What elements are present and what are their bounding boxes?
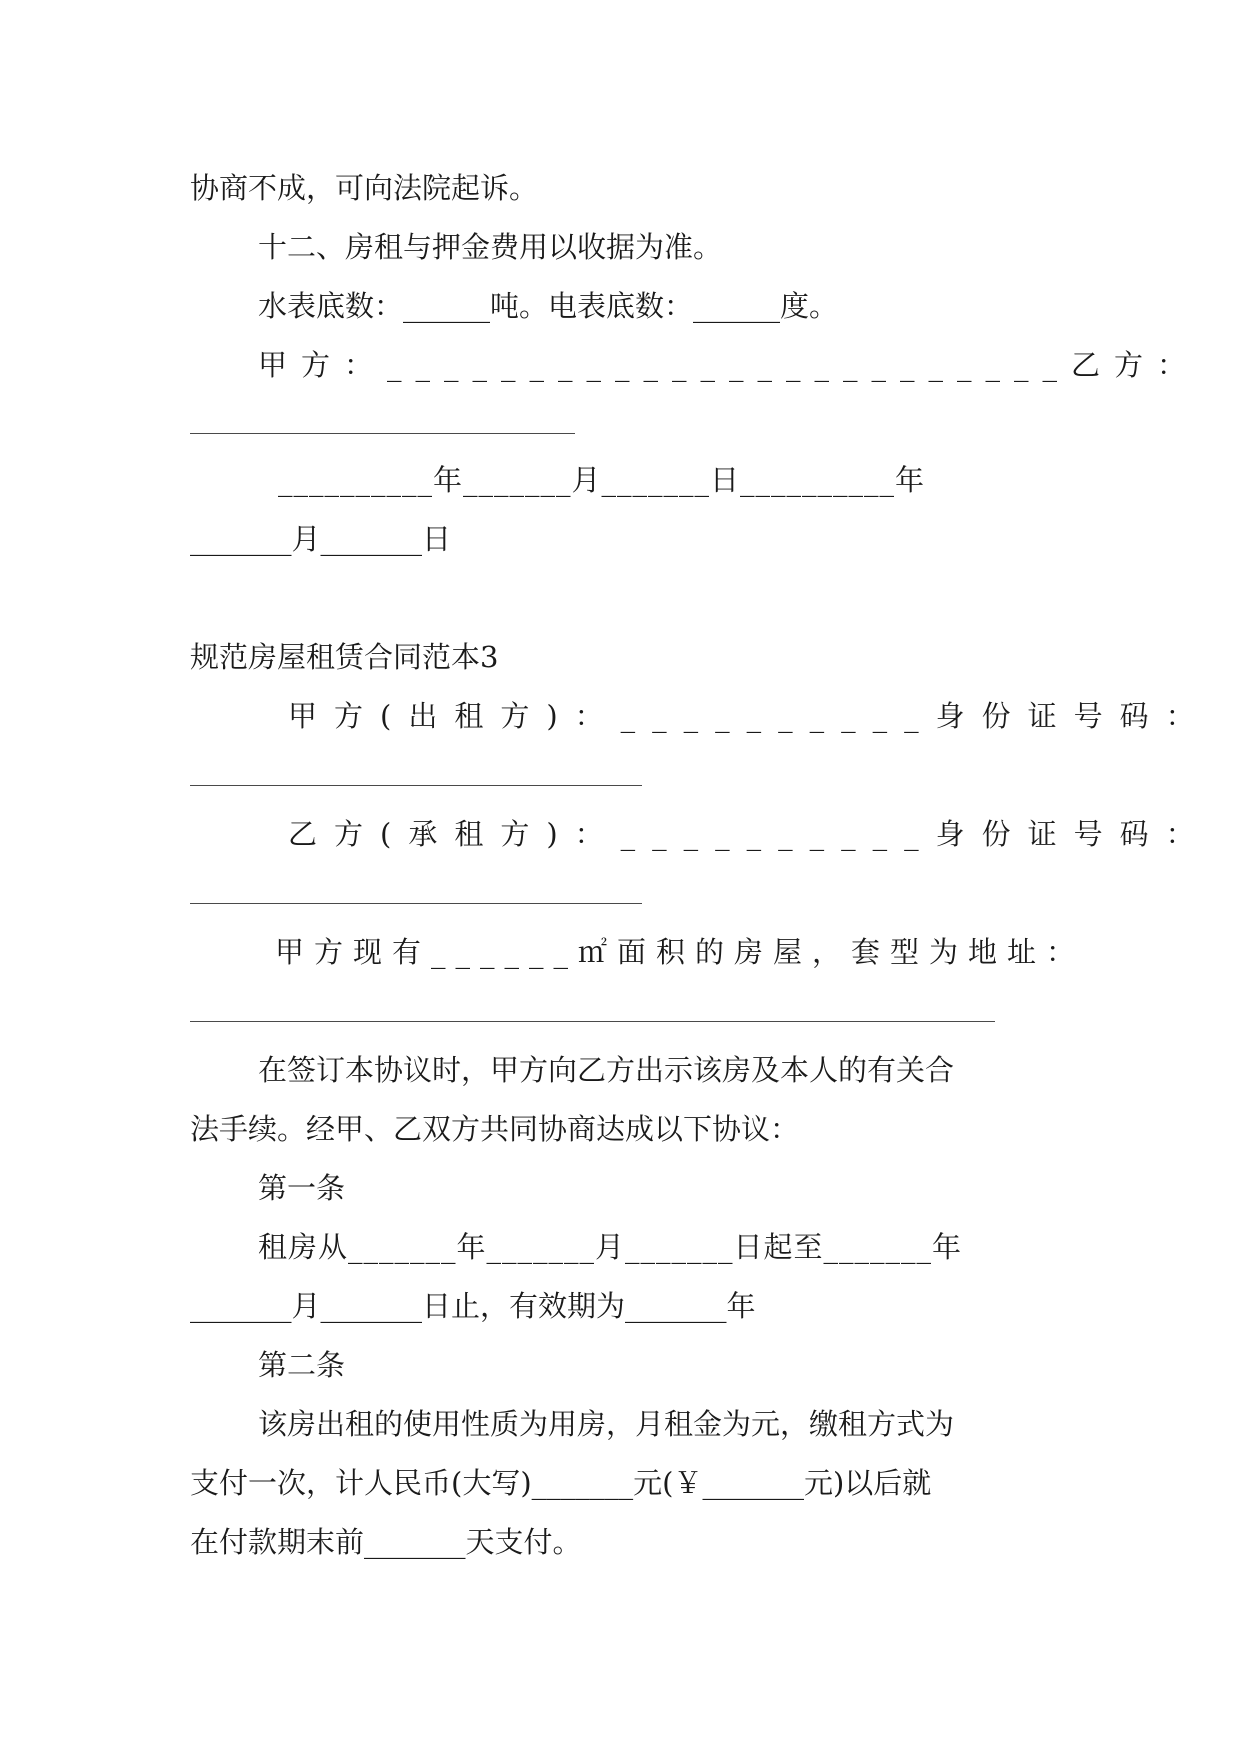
text-line-8: 甲方(出租方)：__________身份证号码： [288,699,1212,733]
text-line-2: 十二、房租与押金费用以收据为准。 [258,230,723,264]
text-line-4: 甲方：________________________乙方： [258,348,1201,382]
address-underline [190,1021,995,1022]
section-heading: 规范房屋租赁合同范本3 [190,640,499,674]
text-line-10: 甲方现有______㎡面积的房屋，套型为地址： [275,935,1086,969]
text-line-14: 租房从_______年_______月_______日起至_______年 [258,1230,963,1264]
id-underline-1 [190,785,642,786]
text-line-12: 法手续。经甲、乙双方共同协商达成以下协议： [190,1112,800,1146]
signature-underline [190,433,575,434]
id-underline-2 [190,903,642,904]
text-line-9: 乙方(承租方)：__________身份证号码： [288,817,1212,851]
text-line-5: __________年_______月_______日__________年 [278,463,926,497]
article-1-heading: 第一条 [258,1171,346,1205]
text-line-6: _______月_______日 [190,522,452,556]
text-line-3: 水表底数：______吨。电表底数：______度。 [258,289,839,323]
text-line-17: 该房出租的使用性质为用房，月租金为元，缴租方式为 [258,1407,955,1441]
text-line-18: 支付一次，计人民币(大写)_______元(￥_______元)以后就 [190,1466,932,1500]
text-line-1: 协商不成，可向法院起诉。 [190,171,539,205]
text-line-19: 在付款期末前_______天支付。 [190,1525,582,1559]
article-2-heading: 第二条 [258,1348,346,1382]
text-line-11: 在签订本协议时，甲方向乙方出示该房及本人的有关合 [258,1053,955,1087]
text-line-15: _______月_______日止，有效期为_______年 [190,1289,756,1323]
